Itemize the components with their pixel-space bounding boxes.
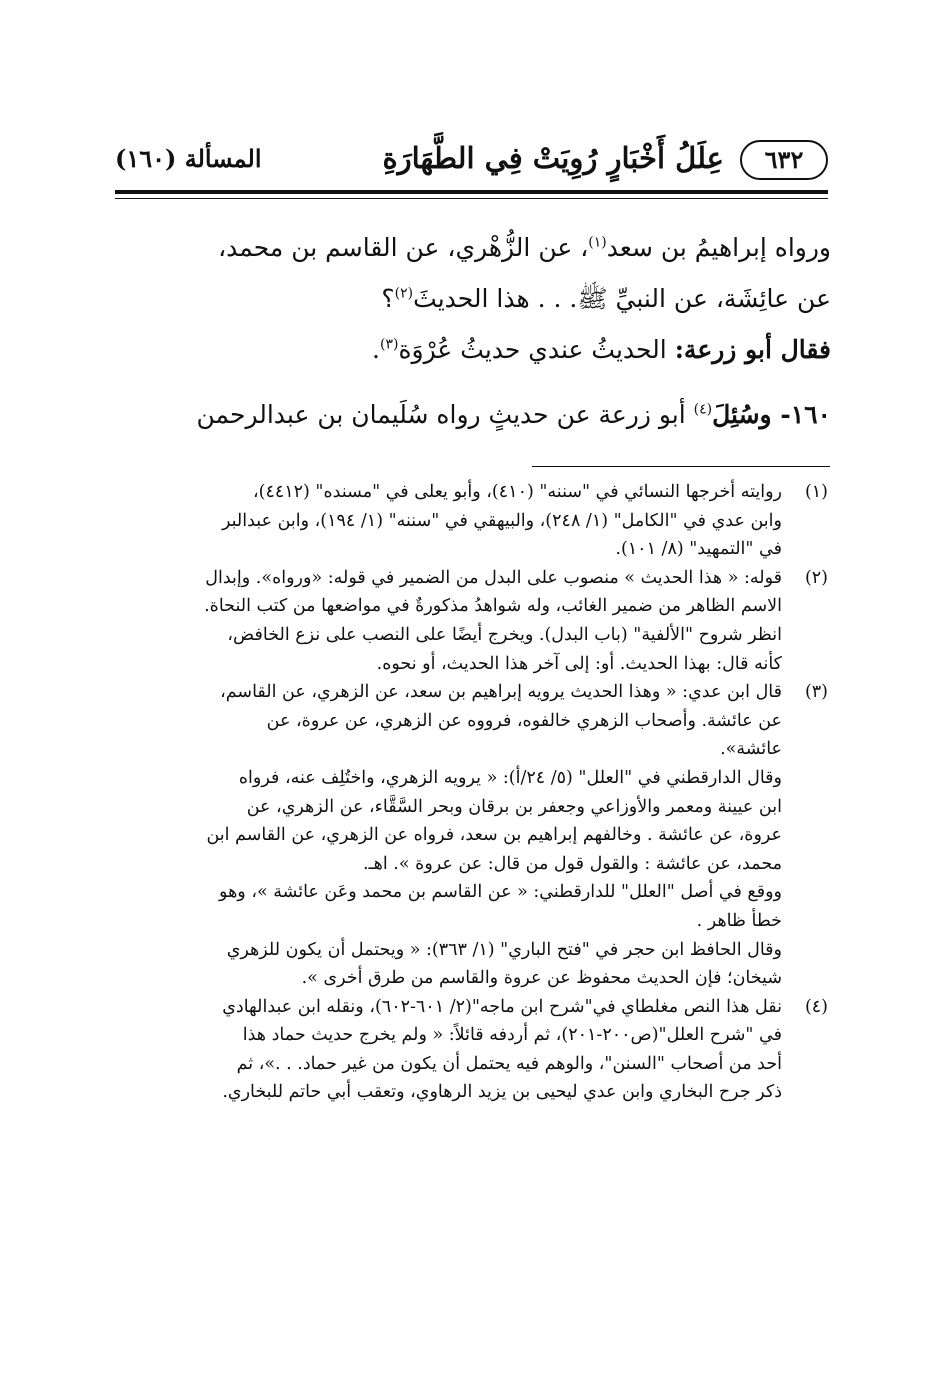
running-header	[115, 138, 828, 182]
footnote-line: عائشة».	[720, 739, 782, 760]
speaker-name: فقال أبو زرعة:	[674, 335, 831, 364]
footnote-line: الاسم الظاهر من ضمير الغائب، وله شواهدُ مذكورةٌ في مواضعها من كتب النحاة.	[204, 596, 782, 617]
footnote-line: قال ابن عدي: « وهذا الحديث يرويه إبراهيم بن سعد، عن الزهري، عن القاسم،	[220, 682, 782, 703]
footnote-number: (٢)	[804, 567, 828, 588]
text-segment: .	[372, 335, 380, 364]
main-line	[122, 273, 831, 324]
footnote-line: عروة، عن عائشة . وخالفهم إبراهيم بن سعد، فرواه عن الزهري، عن القاسم ابن	[206, 825, 782, 846]
footnotes	[150, 478, 828, 1107]
text-segment: الحديثُ عندي حديثُ عُرْوَة	[398, 335, 675, 364]
footnote-ref: (٣)	[379, 336, 399, 353]
footnote-ref: (٤)	[693, 401, 713, 418]
footnote-line: أحد من أصحاب "السنن"، والوهم فيه يحتمل أن يكون من غير حماد. . .»، ثم	[236, 1053, 782, 1074]
header-rule-thin	[115, 198, 828, 199]
footnote-line: روايته أخرجها النسائي في "سننه" (٤١٠)، وأبو يعلى في "مسنده" (٤٤١٢)،	[252, 482, 782, 502]
footnote-number: (٣)	[804, 682, 828, 703]
footnote-line: ابن عيينة ومعمر والأوزاعي وجعفر بن برقان وبحر السَّقَّاء، عن الزهري، عن	[246, 796, 782, 817]
text-segment: أبو زرعة عن حديثٍ رواه سُلَيمان بن عبدالرحمن	[196, 400, 694, 429]
footnote	[150, 478, 828, 564]
footnote-line: شيخان؛ فإن الحديث محفوظ عن عروة والقاسم من طرق أخرى ».	[301, 968, 782, 989]
text-segment: ؟	[381, 284, 395, 313]
footnote-line: وقال الحافظ ابن حجر في "فتح الباري" (١/ ٣٦٣): « ويحتمل أن يكون للزهري	[226, 939, 782, 960]
footnote	[150, 678, 828, 993]
header-rule-thick	[115, 190, 828, 194]
text-segment: عن عائِشَة، عن النبيِّ ﷺ. . . هذا الحديثَ	[413, 284, 831, 313]
footnote-line: ذكر جرح البخاري وابن عدي ليحيى بن يزيد الرهاوي، وتعقب أبي حاتم للبخاري.	[222, 1082, 782, 1103]
footnote-line: كأنه قال: بهذا الحديث. أو: إلى آخر هذا الحديث، أو نحوه.	[376, 653, 782, 674]
entry-number: ١٦٠- وسُئِلَ	[712, 400, 831, 429]
footnote-line: عن عائشة. وأصحاب الزهري خالفوه، فرووه عن الزهري، عن عروة، عن	[266, 710, 782, 731]
text-segment: ورواه إبراهيمُ بن سعد	[606, 233, 831, 262]
text-segment: ، عن الزُّهْري، عن القاسم بن محمد،	[218, 233, 589, 262]
footnote-ref: (١)	[588, 234, 607, 251]
book-title: عِلَلُ أَخْبَارٍ رُوِيَتْ فِي الطَّهَارَةِ	[382, 141, 724, 175]
footnote	[150, 993, 828, 1107]
footnote-line: في "التمهيد" (٨/ ١٠١).	[615, 539, 782, 560]
main-text	[122, 222, 831, 440]
main-line	[122, 324, 831, 375]
footnote-line: وابن عدي في "الكامل" (١/ ٢٤٨)، والبيهقي في "سننه" (١/ ١٩٤)، وابن عبدالبر	[221, 510, 782, 531]
footnote-number: (٤)	[804, 996, 828, 1017]
footnote-ref: (٢)	[394, 285, 414, 302]
footnote-line: انظر شروح "الألفية" (باب البدل). ويخرج أيضًا على النصب على نزع الخافض،	[227, 624, 782, 645]
footnote-line: وقال الدارقطني في "العلل" (٥/ ٢٤/أ): « يرويه الزهري، واختُلِف عنه، فرواه	[238, 767, 782, 788]
main-line	[122, 222, 831, 273]
footnote-number: (١)	[804, 482, 828, 502]
footnote	[150, 564, 828, 678]
issue-label: المسألة (١٦٠)	[115, 144, 262, 173]
footnote-line: قوله: « هذا الحديث » منصوب على البدل من الضمير في قوله: «ورواه». وإبدال	[205, 567, 782, 588]
footnote-separator	[532, 466, 830, 467]
footnote-line: نقل هذا النص مغلطاي في"شرح ابن ماجه"(٢/ ٦٠١-٦٠٢)، ونقله ابن عبدالهادي	[222, 996, 782, 1017]
page-number-badge: ٦٣٢	[740, 140, 828, 180]
footnote-line: محمد، عن عائشة : والقول قول من قال: عن عروة ». اهـ.	[362, 853, 782, 874]
footnote-line: في "شرح العلل"(ص٢٠٠-٢٠١)، ثم أردفه قائلاً: « ولم يخرج حديث حماد هذا	[242, 1025, 782, 1046]
footnote-line: ووقع في أصل "العلل" للدارقطني: « عن القاسم بن محمد وعَن عائشة »، وهو	[219, 882, 782, 903]
main-line	[122, 389, 831, 440]
footnote-line: خطأ ظاهر .	[696, 910, 782, 931]
